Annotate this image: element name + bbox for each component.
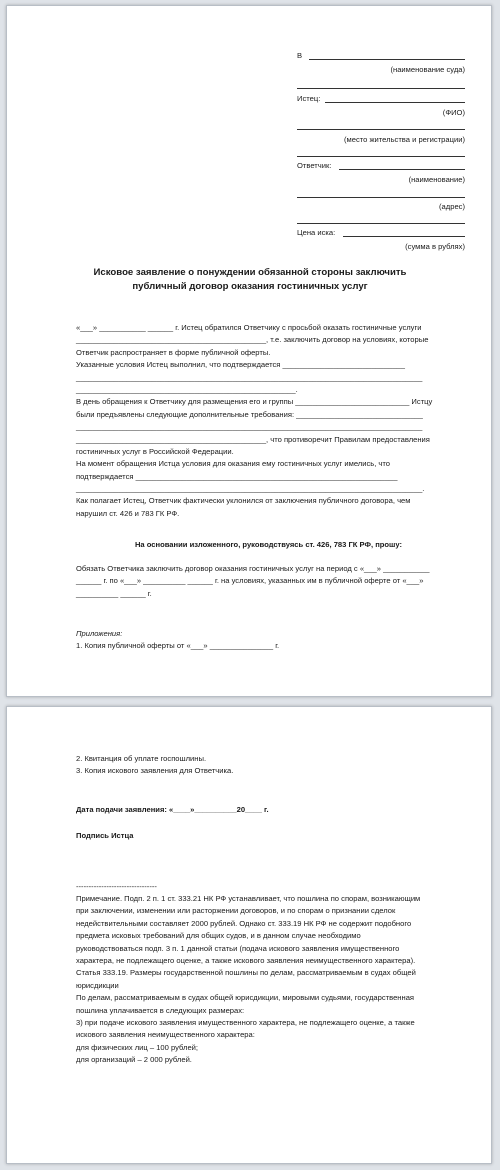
- attachment-item: 2. Квитанция об уплате госпошлины.: [76, 754, 207, 763]
- note-line: при заключении, изменении или расторжении договоров, и по спорам о признании сделок: [76, 906, 396, 916]
- request-block: [76, 563, 461, 600]
- body-line: На момент обращения Истца условия для оказания ему гостиничных услуг имелись, что: [76, 459, 391, 469]
- body-line: _____________________________________________, т.е. заключить договор на условиях, которые: [76, 335, 429, 345]
- body-line: Как полагает Истец, Ответчик фактически уклонился от заключения публичного договора, чем: [76, 496, 411, 506]
- plaintiff-line: [325, 102, 465, 103]
- defendant-line: [339, 169, 465, 170]
- attachments-continued: [76, 753, 461, 778]
- defendant-label: Ответчик:: [297, 161, 332, 170]
- attachment-item: 3. Копия искового заявления для Ответчика.: [76, 766, 234, 776]
- note-line: пошлина уплачивается в следующих размерах:: [76, 1005, 245, 1015]
- note-line: характера, не подлежащего оценке, а также искового заявления неимущественного характера).: [76, 955, 416, 965]
- note-line: Статья 333.19. Размеры государственной пошлины по делам, рассматриваемым в судах общей: [76, 968, 416, 978]
- note-line: юрисдикции: [76, 980, 119, 990]
- document-page-1: [6, 5, 492, 697]
- request-line: __________ ______ г.: [76, 588, 152, 598]
- claim-price-line: [343, 236, 465, 237]
- plaintiff-label: Истец:: [297, 94, 321, 103]
- body-line: подтверждается ______________________________________________________________: [76, 471, 398, 481]
- basis-heading: На основании изложенного, руководствуясь ст. 426, 783 ГК РФ, прошу:: [134, 540, 403, 549]
- body-line: __________________________________________________________________________________.: [76, 484, 425, 494]
- body-line: _____________________________________________, что противоречит Правилам предоставления: [76, 434, 430, 444]
- body-line: нарушил ст. 426 и 783 ГК РФ.: [76, 508, 180, 518]
- note-block: [76, 893, 461, 1066]
- note-line: Примечание. Подп. 2 п. 1 ст. 333.21 НК РФ устанавливает, что пошлина по спорам, возникающим: [76, 894, 421, 903]
- body-line: Указанные условия Истец выполнил, что подтверждается _____________________________: [76, 360, 405, 370]
- body-line: ____________________________________________________.: [76, 384, 298, 394]
- submission-date: Дата подачи заявления: «____»__________20____ г.: [76, 805, 269, 814]
- signature-label: Подпись Истца: [76, 831, 134, 840]
- note-line: для физических лиц – 100 рублей;: [76, 1042, 199, 1052]
- note-line: для организаций – 2 000 рублей.: [76, 1055, 192, 1065]
- claim-body: [76, 322, 461, 520]
- defendant-name-caption: (наименование): [408, 175, 465, 184]
- plaintiff-address-line: [297, 129, 465, 130]
- title-line: публичный договор оказания гостиничных услуг: [132, 281, 368, 292]
- note-line: искового заявления неимущественного характера:: [76, 1030, 255, 1040]
- body-line: __________________________________________________________________________________: [76, 372, 423, 382]
- attachment-item: 1. Копия публичной оферты от «___» _______________ г.: [76, 641, 280, 651]
- plaintiff-address-caption: (место жительства и регистрации): [343, 135, 465, 144]
- note-line: 3) при подаче искового заявления имущественного характера, не подлежащего оценке, а также: [76, 1017, 415, 1027]
- defendant-address-line-2: [297, 223, 465, 224]
- body-line: гостиничных услуг в Российской Федерации.: [76, 446, 234, 456]
- note-line: По делам, рассматриваемым в судах общей юрисдикции, мировыми судьями, государственная: [76, 993, 415, 1003]
- claim-price-caption: (сумма в рублях): [405, 242, 465, 251]
- court-caption: (наименование суда): [390, 65, 465, 74]
- defendant-address-caption: (адрес): [439, 202, 465, 211]
- request-line: ______ г. по «___» __________ ______ г. на условиях, указанных им в публичной оферте от «___»: [76, 576, 424, 586]
- body-line: «___» ___________ ______ г. Истец обратился Ответчику с просьбой оказать гостиничные услуги: [76, 323, 422, 332]
- title-line: Исковое заявление о понуждении обязанной стороны заключить: [93, 267, 407, 278]
- plaintiff-address-line-2: [297, 156, 465, 157]
- attachments-block: [76, 628, 461, 653]
- court-line: [309, 59, 465, 60]
- body-line: были предъявлены следующие дополнительные требования: ______________________________: [76, 409, 423, 419]
- plaintiff-fio-caption: (ФИО): [442, 108, 465, 117]
- note-separator: --------------------------------: [76, 882, 157, 891]
- body-line: В день обращения к Ответчику для размещения его и группы ___________________________ Истцу: [76, 397, 433, 407]
- court-prefix: В: [297, 51, 303, 60]
- court-line-2: [297, 88, 465, 89]
- claim-price-label: Цена иска:: [297, 228, 336, 237]
- body-line: Ответчик распространяет в форме публичной оферты.: [76, 347, 271, 357]
- document-title: [77, 266, 423, 294]
- defendant-address-line: [297, 197, 465, 198]
- note-line: недействительными составляет 2000 рублей. Однако ст. 333.19 НК РФ не содержит подобного: [76, 918, 412, 928]
- document-page-2: [6, 706, 492, 1164]
- note-line: предмета исковых требований для общих судов, и в данном случае необходимо: [76, 931, 361, 941]
- request-line: Обязать Ответчика заключить договор оказания гостиничных услуг на период с «___» ___________: [76, 564, 430, 573]
- note-line: руководствоваться подп. 3 п. 1 данной статьи (подача искового заявления имущественного: [76, 943, 400, 953]
- attachments-heading: Приложения:: [76, 629, 123, 638]
- body-line: __________________________________________________________________________________: [76, 422, 423, 432]
